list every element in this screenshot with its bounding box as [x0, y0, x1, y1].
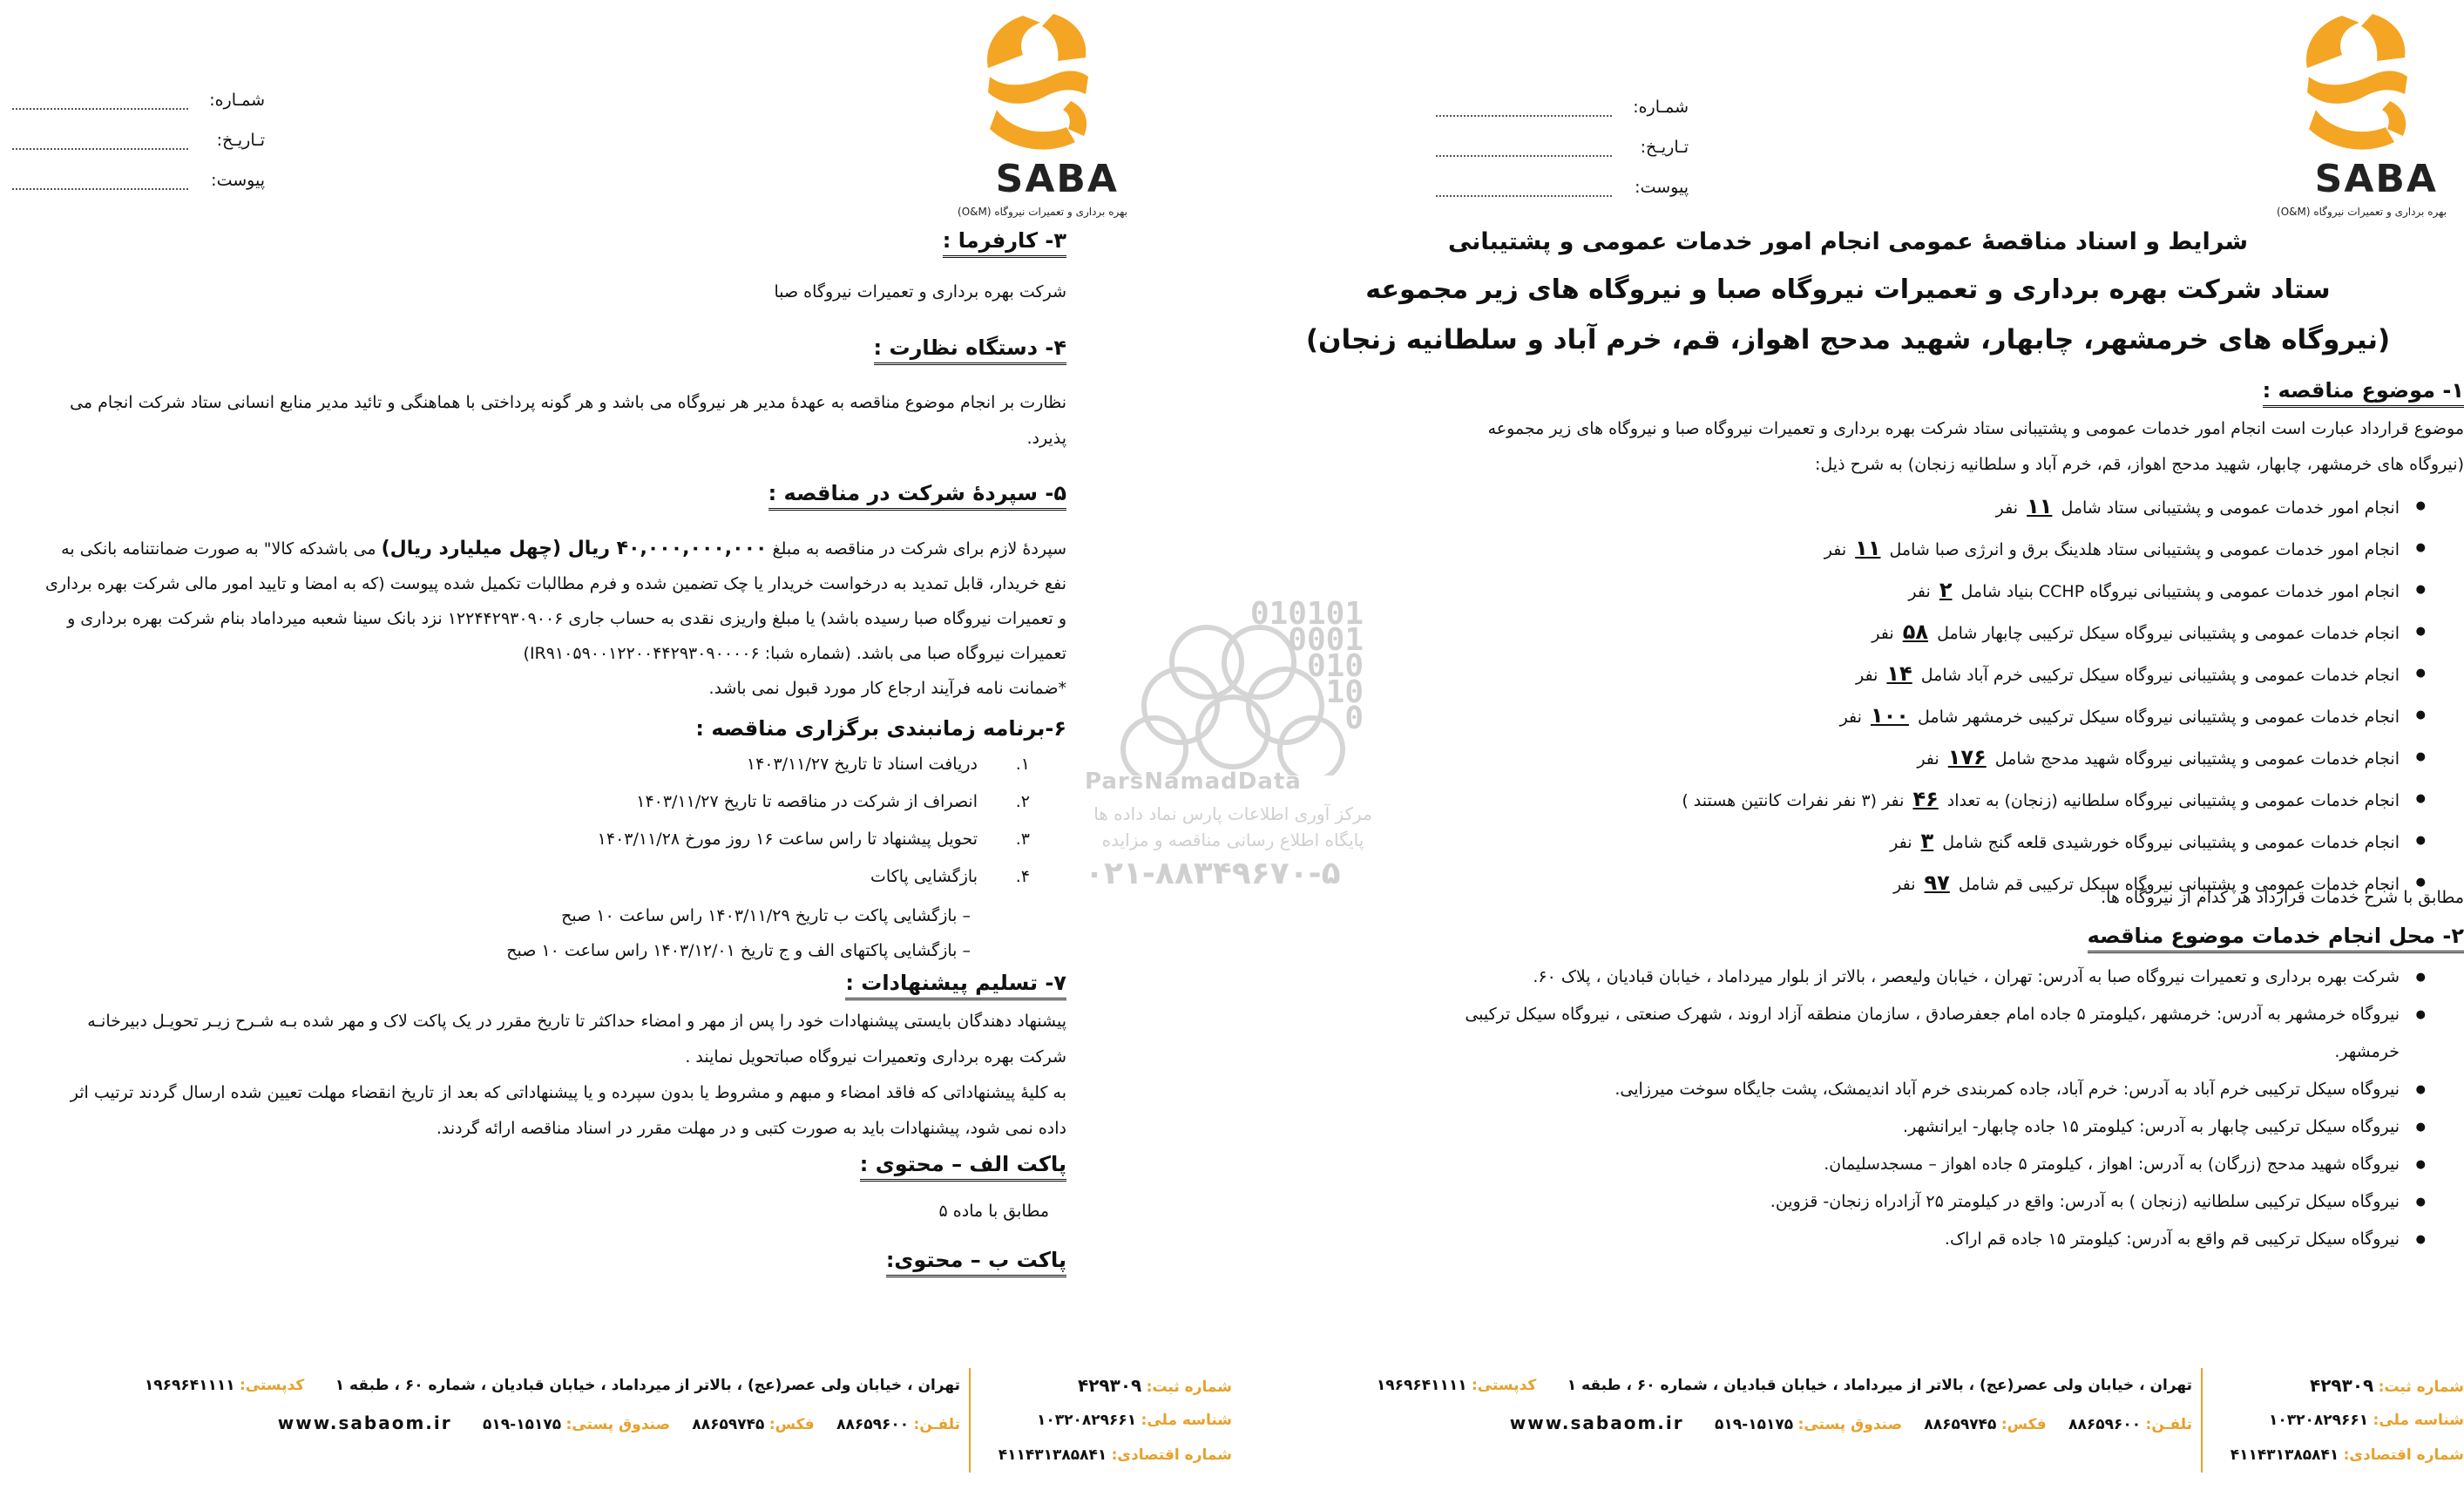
watermark-phone: ۰۲۱-۸۸۳۴۹۶۷۰-۵ [1085, 856, 1341, 891]
reg-value: ۴۲۹۳۰۹ [1077, 1375, 1142, 1396]
reg-label: شماره ثبت: [1146, 1378, 1232, 1396]
service-item [1682, 654, 2429, 695]
service-item-count: ۴۶ [1912, 787, 1939, 811]
address: تهران ، خیابان ولی عصر(عج) ، بالاتر از میرداماد ، خیابان قبادیان ، شماره ۶۰ ، طبقه ۱ [1567, 1377, 2192, 1394]
service-item-unit: نفر [1824, 540, 1847, 559]
service-item-unit: نفر [1855, 666, 1878, 685]
section-5-line-4: تعمیرات نیروگاه صبا می باشد. (شماره شبا: IR۹۱۰۵۹۰۰۱۲۲۰۰۴۴۲۹۳۰۹۰۰۰۰۶) [523, 644, 1066, 663]
watermark-line-2: پایگاه اطلاع رسانی مناقصه و مزایده [1101, 830, 1364, 850]
service-item [1682, 528, 2429, 570]
service-item-text: انجام خدمات عمومی و پشتیبانی نیروگاه شهید مدحج شامل [1994, 749, 2400, 769]
location-item: ● شرکت بهره برداری و تعمیرات نیروگاه صبا به آدرس: تهران ، خیابان ولیعصر ، بالاتر از بلوار میرداماد ، خیابان قبادیان ، پلاک ۶۰. [1401, 958, 2429, 996]
phone-value: ۸۸۶۵۹۶۰۰ [2068, 1416, 2142, 1433]
schedule-item-number: ۲. [1015, 792, 1030, 811]
national-id-label: شناسه ملی: [2373, 1412, 2464, 1429]
section-4-heading: ۴- دستگاه نظارت : [874, 335, 1066, 365]
section-6-heading: ۶-برنامه زمانبندی برگزاری مناقصه : [695, 716, 1066, 741]
title-line-1: شرایط و اسناد مناقصهٔ عمومی انجام امور خدمات عمومی و پشتیبانی [1447, 228, 2249, 255]
service-item-unit: نفر [1890, 833, 1912, 852]
service-item-count: ۱۷۶ [1947, 745, 1987, 769]
parsnamad-watermark [1067, 596, 1398, 915]
schedule-item-text: انصراف از شرکت در مناقصه تا تاریخ ۱۴۰۳/۱۱/۲۷ [636, 792, 978, 811]
number-label: شمـاره: [1633, 98, 1689, 117]
service-item-count: ۱۰۰ [1871, 703, 1909, 728]
service-item-text: انجام امور خدمات عمومی و پشتیبانی ستاد شامل [2061, 498, 2400, 518]
schedule-item [598, 755, 1030, 792]
address: تهران ، خیابان ولی عصر(عج) ، بالاتر از میرداماد ، خیابان قبادیان ، شماره ۶۰ ، طبقه ۱ [335, 1377, 960, 1394]
section-6-list [598, 755, 1030, 904]
national-id-label: شناسه ملی: [1141, 1412, 1232, 1429]
section-4-line-1: نظارت بر انجام موضوع مناقصه به عهدهٔ مدیر هر نیروگاه می باشد و هر گونه پرداختی با هماهنگی و تائید مدیر منابع انسانی ستاد شرکت انجام می [70, 393, 1066, 412]
service-item [1682, 779, 2429, 821]
service-item-text: انجام خدمات عمومی و پشتیبانی نیروگاه سلطانیه (زنجان) به تعداد [1946, 791, 2400, 810]
service-item-text: انجام خدمات عمومی و پشتیبانی نیروگاه سیکل ترکیبی قم شامل [1958, 875, 2400, 894]
service-item-count: ۵۸ [1902, 620, 1929, 644]
section-1-heading: ۱- موضوع مناقصه : [2263, 378, 2464, 408]
section-5-line-1 [10, 532, 1066, 566]
section-5-heading: ۵- سپردهٔ شرکت در مناقصه : [768, 481, 1066, 511]
service-item-count: ۳ [1920, 829, 1934, 853]
section-7-heading: ۷- تسلیم پیشنهادات : [845, 971, 1066, 1000]
date-field [1436, 145, 1612, 157]
service-item [1682, 486, 2429, 528]
location-item: ● نیروگاه سیکل ترکیبی چابهار به آدرس: کیلومتر ۱۵ جاده چابهار- ایرانشهر. [1401, 1108, 2429, 1146]
schedule-item-number: ۱. [1015, 755, 1030, 774]
footer-page-one [1232, 1368, 2464, 1481]
service-item [1682, 737, 2429, 779]
footer-contact [1234, 1368, 2192, 1473]
section-4-text [10, 385, 1066, 457]
schedule-item-text: دریافت اسناد تا تاریخ ۱۴۰۳/۱۱/۲۷ [746, 755, 978, 774]
watermark-name: ParsNamadData [1085, 769, 1302, 795]
title-line-3: (نیروگاه های خرمشهر، چابهار، شهید مدحج اهواز، قم، خرم آباد و سلطانیه زنجان) [1305, 324, 2391, 356]
service-item-unit: نفر (۳ نفر نفرات کانتین هستند ) [1682, 791, 1905, 810]
attachment-label: پیوست: [1635, 178, 1689, 197]
company-logo [936, 7, 1136, 225]
section-7-text [10, 1004, 1066, 1147]
deposit-amount: ۴۰,۰۰۰,۰۰۰,۰۰۰ ریال (چهل میلیارد ریال) [381, 538, 768, 559]
section-5-text [10, 532, 1066, 706]
service-item-unit: نفر [1872, 624, 1894, 643]
reg-label: شماره ثبت: [2378, 1378, 2464, 1396]
footer-ids [971, 1368, 1232, 1473]
service-item-text: انجام امور خدمات عمومی و پشتیبانی ستاد هلدینگ برق و انرژی صبا شامل [1889, 540, 2400, 559]
section-3-text: شرکت بهره برداری و تعمیرات نیروگاه صبا [774, 282, 1066, 301]
deposit-suffix: می باشدکه کالا" به صورت ضمانتنامه بانکی به [61, 539, 376, 559]
watermark-line-1: مرکز آوری اطلاعات پارس نماد داده ها [1093, 803, 1372, 824]
number-label: شمـاره: [209, 91, 265, 110]
pobox-value: ۱۵۱۷۵-۵۱۹ [1715, 1416, 1794, 1433]
service-item-text: انجام خدمات عمومی و پشتیبانی نیروگاه سیکل ترکیبی خرمشهر شامل [1918, 708, 2400, 727]
section-7-line-2: شرکت بهره برداری وتعمیرات نیروگاه صباتحویل نمایند . [685, 1047, 1066, 1067]
pobox-label: صندوق پستی: [1797, 1416, 1903, 1433]
national-id-value: ۱۰۳۲۰۸۲۹۶۶۱ [1037, 1412, 1137, 1429]
page-one [1232, 0, 2464, 1490]
service-item-unit: نفر [1839, 708, 1862, 727]
section-1-intro-line-1: موضوع قرارداد عبارت است انجام امور خدمات عمومی و پشتیبانی ستاد شرکت بهره برداری و تعمیرات نیروگاه صبا و نیروگاه های زیر مجموعه [1487, 419, 2464, 438]
econ-code-value: ۴۱۱۴۳۱۳۸۵۸۴۱ [998, 1446, 1107, 1464]
service-item [1682, 570, 2429, 612]
section-5-line-2: نفع خریدار، قابل تمدید به درخواست خریدار یا چک تضمین شده و فرم مطالبات تکمیل شده پیوست (که به امضا و تایید امور مالی شرکت بهره برداری [45, 574, 1066, 593]
location-item: ● نیروگاه خرمشهر به آدرس: خرمشهر ،کیلومتر ۵ جاده امام جعفرصادق ، سازمان منطقه آزاد اروند ، شهرک صنعتی ، نیروگاه سیکل ترکیبی [1401, 996, 2429, 1033]
service-item-text: انجام امور خدمات عمومی و پشتیبانی نیروگاه CCHP بنیاد شامل [1960, 582, 2400, 601]
section-1-intro [1253, 411, 2464, 483]
meta-fields [1436, 77, 1689, 197]
section-7-line-3: به کلیهٔ پیشنهاداتی که فاقد امضاء و مبهم و مشروط یا بدون سپرده و یا پیشنهاداتی که بعد از تاریخ انقضاء مهلت تعیین شده ارسال گردند ترتیب اثر [70, 1083, 1066, 1102]
footer-contact [2, 1368, 960, 1473]
website-link[interactable]: www.sabaom.ir [1509, 1412, 1684, 1433]
econ-code-value: ۴۱۱۴۳۱۳۸۵۸۴۱ [2230, 1446, 2339, 1464]
service-item-count: ۱۱ [2027, 494, 2053, 518]
title-line-2: ستاد شرکت بهره برداری و تعمیرات نیروگاه صبا و نیروگاه های زیر مجموعه [1365, 274, 2331, 305]
section-2-heading: ۲- محل انجام خدمات موضوع مناقصه [2088, 924, 2464, 953]
section-7-line-1: پیشنهاد دهندگان بایستی پیشنهادات خود را پس از مهر و امضاء حداکثر تا تاریخ مقرر در یک پاکت لاک و مهر شده بـه شـرح زیـر تحویـل دبیرخانـه [87, 1012, 1066, 1031]
service-item-text: انجام خدمات عمومی و پشتیبانی نیروگاه خورشیدی قلعه گنج شامل [1942, 833, 2400, 852]
section-7-line-4: داده نمی شود، پیشنهادات باید به صورت کتبی و در مهلت مقرر در اسناد مناقصه ارائه گردند. [436, 1119, 1066, 1138]
schedule-item-text: بازگشایی پاکات [870, 867, 978, 886]
section-1-intro-line-2: (نیروگاه های خرمشهر، چابهار، شهید مدحج اهواز، قم، خرم آباد و سلطانیه زنجان) به شرح ذیل: [1814, 455, 2464, 474]
watermark-binary: 010101 0001 010 10 0 [1249, 596, 1364, 736]
saba-logo-mark-icon [971, 7, 1101, 155]
schedule-sub-1: – بازگشایی پاکت ب تاریخ ۱۴۰۳/۱۱/۲۹ راس ساعت ۱۰ صبح [561, 906, 971, 925]
schedule-item-number: ۴. [1015, 867, 1030, 886]
section-5-line-5: *ضمانت نامه فرآیند ارجاع کار مورد قبول نمی باشد. [708, 679, 1066, 698]
deposit-prefix: سپردهٔ لازم برای شرکت در مناقصه به مبلغ [772, 539, 1066, 559]
section-5-line-3: و تعمیرات نیروگاه صبا رسیده باشد) یا مبلغ واریزی نقدی به حساب جاری ۱۲۲۴۴۲۹۳۰۹۰۰۶ نزد بانک سینا شعبه میرداماد بنام شرکت بهره برداری و [67, 609, 1066, 628]
econ-code-label: شماره اقتصادی: [2343, 1446, 2464, 1464]
location-item: ● نیروگاه شهید مدحج (زرگان) به آدرس: اهواز ، کیلومتر ۵ جاده اهواز – مسجدسلیمان. [1401, 1146, 2429, 1183]
service-item-unit: نفر [1908, 582, 1931, 601]
service-item-count: ۹۷ [1924, 870, 1950, 895]
brand-tagline: بهره برداری و تعمیرات نیروگاه (O&M) [958, 206, 1127, 218]
pack-a-text: مطابق با ماده ۵ [938, 1202, 1049, 1221]
schedule-item [598, 792, 1030, 830]
location-item: ● نیروگاه سیکل ترکیبی قم واقع به آدرس: کیلومتر ۱۵ جاده قم اراک. [1401, 1221, 2429, 1258]
phone-label: تلفـن: [2145, 1416, 2192, 1433]
phone-value: ۸۸۶۵۹۶۰۰ [836, 1416, 910, 1433]
phone-label: تلفـن: [913, 1416, 960, 1433]
section-4-line-2: پذیرد. [1026, 429, 1066, 448]
date-label: تـاریـخ: [1640, 138, 1689, 157]
postal-label: کدپستی: [239, 1377, 305, 1394]
attachment-field [1436, 185, 1612, 197]
footer-page-two [0, 1368, 1232, 1481]
service-item-text: انجام خدمات عمومی و پشتیبانی نیروگاه سیکل ترکیبی خرم آباد شامل [1920, 666, 2400, 685]
service-item-unit: نفر [1995, 498, 2019, 518]
service-item-text: انجام خدمات عمومی و پشتیبانی نیروگاه سیکل ترکیبی چابهار شامل [1937, 624, 2400, 643]
schedule-item-text: تحویل پیشنهاد تا راس ساعت ۱۶ روز مورخ ۱۴۰۳/۱۱/۲۸ [597, 830, 978, 849]
footer-divider [2201, 1368, 2203, 1473]
location-item: خرمشهر. [2334, 1042, 2400, 1061]
postal-label: کدپستی: [1471, 1377, 1537, 1394]
service-item-count: ۲ [1939, 578, 1953, 602]
company-logo [2255, 7, 2455, 225]
footer-ids [2203, 1368, 2464, 1473]
schedule-sub-2: – بازگشایی پاکتهای الف و ج تاریخ ۱۴۰۳/۱۲/۰۱ راس ساعت ۱۰ صبح [506, 941, 971, 960]
attachment-label: پیوست: [211, 171, 265, 190]
date-label: تـاریـخ: [216, 131, 265, 150]
section-1-list [1682, 486, 2429, 904]
econ-code-label: شماره اقتصادی: [1111, 1446, 1232, 1464]
national-id-value: ۱۰۳۲۰۸۲۹۶۶۱ [2269, 1412, 2369, 1429]
brand-tagline: بهره برداری و تعمیرات نیروگاه (O&M) [2277, 206, 2447, 218]
service-item-unit: نفر [1893, 875, 1916, 894]
pack-a-heading: پاکت الف – محتوی : [860, 1152, 1066, 1182]
section-3-heading: ۳- کارفرما : [943, 228, 1066, 258]
postal-value: ۱۹۶۹۶۴۱۱۱۱ [144, 1377, 235, 1394]
saba-logo-mark-icon [2290, 7, 2420, 155]
location-item: ● نیروگاه سیکل ترکیبی خرم آباد به آدرس: خرم آباد، جاده کمربندی خرم آباد اندیمشک، پشت جایگاه سوخت میرزایی. [1401, 1071, 2429, 1108]
reg-value: ۴۲۹۳۰۹ [2309, 1375, 2374, 1396]
service-item-unit: نفر [1917, 749, 1939, 769]
meta-fields [12, 70, 265, 190]
schedule-item-number: ۳. [1015, 830, 1030, 849]
pobox-value: ۱۵۱۷۵-۵۱۹ [483, 1416, 562, 1433]
location-item: ● نیروگاه سیکل ترکیبی سلطانیه (زنجان ) به آدرس: واقع در کیلومتر ۲۵ آزادراه زنجان- قزوین. [1401, 1183, 2429, 1221]
attachment-field [12, 178, 188, 190]
pobox-label: صندوق پستی: [565, 1416, 671, 1433]
date-field [12, 138, 188, 150]
service-item [1682, 612, 2429, 654]
brand-name: SABA [2314, 157, 2438, 201]
fax-value: ۸۸۶۵۹۷۴۵ [692, 1416, 765, 1433]
service-item [1682, 695, 2429, 737]
service-item-count: ۱۴ [1886, 661, 1912, 686]
footer-divider [969, 1368, 971, 1473]
schedule-item [598, 830, 1030, 867]
number-field [1436, 105, 1612, 117]
fax-label: فکس: [768, 1416, 815, 1433]
section-1-outro: مطابق با شرح خدمات قرارداد هر کدام از نیروگاه ها. [2101, 888, 2464, 907]
document-title [1232, 228, 2464, 375]
service-item-count: ۱۱ [1855, 536, 1881, 560]
fax-label: فکس: [2000, 1416, 2047, 1433]
schedule-item [598, 867, 1030, 904]
service-item [1682, 821, 2429, 863]
number-field [12, 98, 188, 110]
section-2-list [1401, 958, 2429, 1258]
website-link[interactable]: www.sabaom.ir [277, 1412, 452, 1433]
brand-name: SABA [995, 157, 1119, 201]
fax-value: ۸۸۶۵۹۷۴۵ [1924, 1416, 1997, 1433]
postal-value: ۱۹۶۹۶۴۱۱۱۱ [1376, 1377, 1467, 1394]
pack-b-heading: پاکت ب – محتوی: [886, 1248, 1066, 1277]
